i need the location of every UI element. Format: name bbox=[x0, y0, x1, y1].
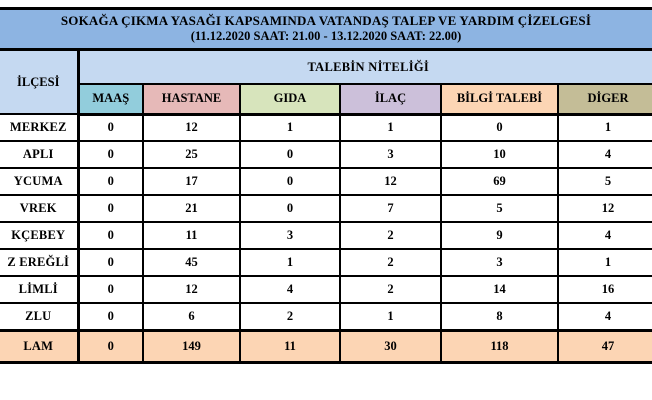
value-cell: 0 bbox=[78, 114, 143, 141]
value-cell: 5 bbox=[558, 168, 652, 195]
district-cell: ZLU bbox=[0, 303, 78, 330]
column-header-diger: DİGER bbox=[558, 84, 652, 114]
value-cell: 9 bbox=[441, 222, 558, 249]
value-cell: 16 bbox=[558, 276, 652, 303]
value-cell: 4 bbox=[240, 276, 340, 303]
title-box bbox=[0, 7, 652, 51]
value-cell: 0 bbox=[78, 249, 143, 276]
value-cell: 1 bbox=[558, 249, 652, 276]
district-cell: LİMLİ bbox=[0, 276, 78, 303]
value-cell: 0 bbox=[240, 141, 340, 168]
value-cell: 1 bbox=[558, 114, 652, 141]
value-cell: 12 bbox=[143, 276, 240, 303]
column-header-gida: GIDA bbox=[240, 84, 340, 114]
table-header bbox=[0, 50, 652, 114]
value-cell: 0 bbox=[78, 195, 143, 222]
value-cell: 2 bbox=[340, 222, 441, 249]
value-cell: 0 bbox=[78, 141, 143, 168]
header-group-row bbox=[0, 50, 652, 84]
value-cell: 1 bbox=[240, 249, 340, 276]
value-cell: 14 bbox=[441, 276, 558, 303]
table-body bbox=[0, 114, 652, 362]
value-cell: 0 bbox=[78, 222, 143, 249]
district-cell: APLI bbox=[0, 141, 78, 168]
value-cell: 0 bbox=[78, 168, 143, 195]
value-cell: 2 bbox=[240, 303, 340, 330]
value-cell: 7 bbox=[340, 195, 441, 222]
value-cell: 1 bbox=[240, 114, 340, 141]
district-cell: KÇEBEY bbox=[0, 222, 78, 249]
value-cell: 3 bbox=[240, 222, 340, 249]
table-row bbox=[0, 276, 652, 303]
value-cell: 21 bbox=[143, 195, 240, 222]
value-cell: 69 bbox=[441, 168, 558, 195]
value-cell: 3 bbox=[441, 249, 558, 276]
value-cell: 45 bbox=[143, 249, 240, 276]
value-cell: 0 bbox=[78, 330, 143, 362]
value-cell: 12 bbox=[340, 168, 441, 195]
table-row bbox=[0, 114, 652, 141]
column-header-district: İLÇESİ bbox=[0, 50, 78, 114]
table-row bbox=[0, 222, 652, 249]
total-row bbox=[0, 330, 652, 362]
district-cell: Z EREĞLİ bbox=[0, 249, 78, 276]
value-cell: 12 bbox=[558, 195, 652, 222]
value-cell: 17 bbox=[143, 168, 240, 195]
value-cell: 10 bbox=[441, 141, 558, 168]
column-header-maas: MAAŞ bbox=[78, 84, 143, 114]
value-cell: 0 bbox=[78, 303, 143, 330]
value-cell: 4 bbox=[558, 222, 652, 249]
value-cell: 0 bbox=[441, 114, 558, 141]
value-cell: 3 bbox=[340, 141, 441, 168]
district-cell: MERKEZ bbox=[0, 114, 78, 141]
value-cell: 2 bbox=[340, 249, 441, 276]
value-cell: 1 bbox=[340, 303, 441, 330]
table-row bbox=[0, 168, 652, 195]
column-group-header: TALEBİN NİTELİĞİ bbox=[78, 50, 652, 84]
value-cell: 118 bbox=[441, 330, 558, 362]
value-cell: 0 bbox=[240, 195, 340, 222]
district-cell: YCUMA bbox=[0, 168, 78, 195]
value-cell: 149 bbox=[143, 330, 240, 362]
table-row bbox=[0, 141, 652, 168]
chart-title: SOKAĞA ÇIKMA YASAĞI KAPSAMINDA VATANDAŞ TALEP VE YARDIM ÇİZELGESİ bbox=[60, 13, 592, 28]
value-cell: 0 bbox=[240, 168, 340, 195]
table-row bbox=[0, 195, 652, 222]
value-cell: 30 bbox=[340, 330, 441, 362]
value-cell: 4 bbox=[558, 303, 652, 330]
value-cell: 12 bbox=[143, 114, 240, 141]
table-row bbox=[0, 303, 652, 330]
value-cell: 11 bbox=[240, 330, 340, 362]
column-header-bilgi-talebi: BİLGİ TALEBİ bbox=[441, 84, 558, 114]
value-cell: 47 bbox=[558, 330, 652, 362]
requests-table bbox=[0, 49, 652, 364]
value-cell: 8 bbox=[441, 303, 558, 330]
column-header-hastane: HASTANE bbox=[143, 84, 240, 114]
value-cell: 25 bbox=[143, 141, 240, 168]
value-cell: 11 bbox=[143, 222, 240, 249]
column-header-ilac: İLAÇ bbox=[340, 84, 441, 114]
value-cell: 1 bbox=[340, 114, 441, 141]
chart-subtitle-dates: (11.12.2020 SAAT: 21.00 - 13.12.2020 SAAT: 22.00) bbox=[190, 29, 462, 43]
value-cell: 2 bbox=[340, 276, 441, 303]
district-cell: VREK bbox=[0, 195, 78, 222]
value-cell: 0 bbox=[78, 276, 143, 303]
value-cell: 6 bbox=[143, 303, 240, 330]
header-subrow bbox=[0, 84, 652, 114]
value-cell: 5 bbox=[441, 195, 558, 222]
district-cell: LAM bbox=[0, 330, 78, 362]
value-cell: 4 bbox=[558, 141, 652, 168]
table-row bbox=[0, 249, 652, 276]
